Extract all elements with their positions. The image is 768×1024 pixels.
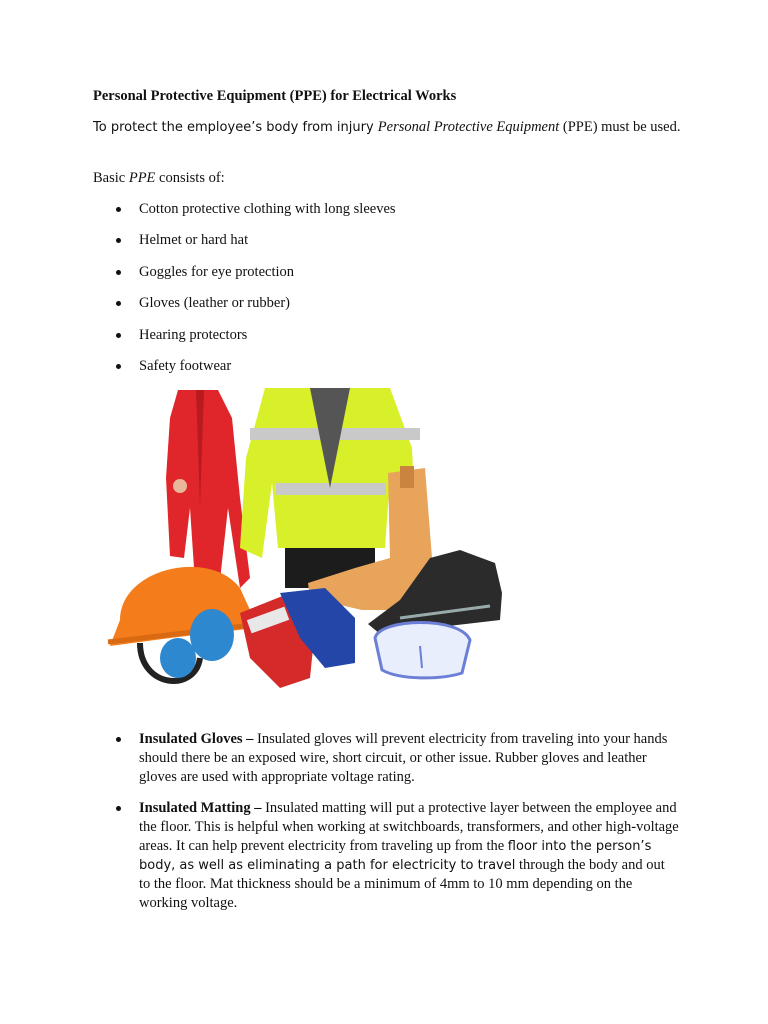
basic-ppe-heading — [93, 169, 225, 188]
insulated-matting-text-3: through the body and out to the floor. Mat thickness should be a minimum of 4mm to 10 mm depending on the working voltage. — [139, 857, 665, 911]
intro-paragraph — [93, 118, 683, 137]
hard-hat — [108, 567, 260, 646]
insulated-gloves-text: Insulated gloves will prevent electricity from traveling into your hands should there be an exposed wire, short circuit, or other issue. Rubber gloves and leather gloves are used with appropriate voltage rating. — [139, 731, 668, 785]
list-item: Hearing protectors — [139, 327, 248, 343]
list-item: Helmet or hard hat — [139, 232, 249, 248]
insulated-matting-item — [139, 799, 679, 913]
goggles — [375, 623, 470, 678]
red-coverall-figure — [166, 390, 250, 598]
insulated-matting-text-2: floor into the person’s body, as well as eliminating a path for electricity to travel — [139, 839, 652, 873]
basic-suffix: consists of: — [155, 170, 225, 186]
list-item: Cotton protective clothing with long sleeves — [139, 201, 396, 217]
list-item: Goggles for eye protection — [139, 264, 295, 280]
basic-term: PPE — [128, 170, 156, 186]
list-item: Gloves (leather or rubber) — [139, 295, 290, 311]
list-item: Safety footwear — [139, 358, 232, 374]
gloves — [240, 588, 355, 688]
intro-text-1: To protect the employee’s body from injury — [93, 120, 378, 135]
insulated-gloves-term: Insulated Gloves – — [139, 731, 254, 747]
page-title: Personal Protective Equipment (PPE) for Electrical Works — [93, 88, 457, 104]
insulated-matting-term: Insulated Matting – — [139, 800, 262, 816]
insulated-gloves-item — [139, 730, 679, 787]
insulated-matting-text-1: Insulated matting will put a protective layer between the employee and the floor. This is helpful when working at switchboards, transformers, and other high-voltage areas. It can help prevent electricity from traveling up from the — [139, 800, 679, 854]
ppe-equipment-photo — [100, 388, 520, 698]
intro-text-2: (PPE) must be used. — [559, 119, 681, 135]
basic-prefix: Basic — [93, 170, 129, 186]
intro-emphasis: Personal Protective Equipment — [377, 119, 560, 135]
